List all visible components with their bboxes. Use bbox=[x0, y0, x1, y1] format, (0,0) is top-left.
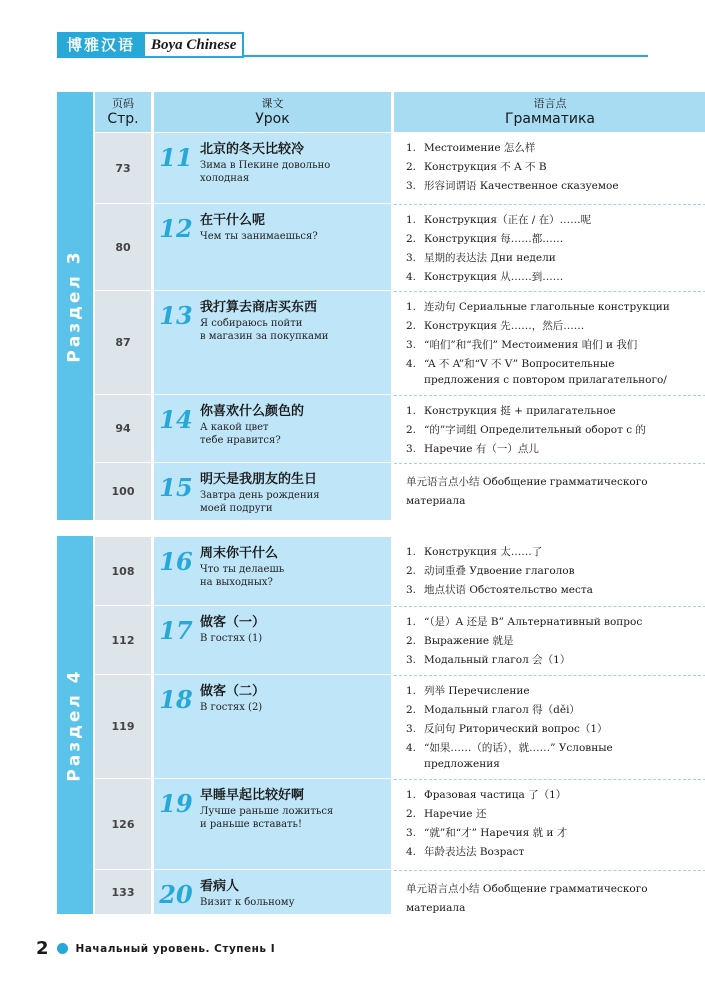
grammar-item-number: 2. bbox=[406, 424, 417, 436]
lesson-page-number: 87 bbox=[95, 291, 151, 394]
lesson-page-number: 94 bbox=[95, 395, 151, 462]
grammar-item bbox=[406, 701, 705, 720]
grammar-item-number: 4. bbox=[406, 742, 417, 754]
header-grammar bbox=[394, 92, 705, 132]
grammar-item-number: 3. bbox=[406, 180, 417, 192]
lesson-number: 14 bbox=[159, 405, 193, 434]
lesson-cell bbox=[154, 133, 391, 203]
lesson-row bbox=[95, 291, 705, 394]
grammar-item bbox=[406, 268, 705, 287]
lesson-subtitle: Что ты делаешь на выходных? bbox=[200, 564, 285, 588]
grammar-item-text: 形容词谓语 Качественное сказуемое bbox=[424, 180, 619, 192]
grammar-item bbox=[406, 440, 705, 459]
lesson-cell bbox=[154, 870, 391, 914]
grammar-cell bbox=[394, 463, 705, 520]
brand-chinese-title: 博雅汉语 bbox=[57, 32, 145, 58]
grammar-item-text: “（是）A 还是 B” Альтернативный вопрос bbox=[424, 616, 643, 628]
grammar-item-text: “就”和“才” Наречия 就 и 才 bbox=[424, 827, 568, 839]
lesson-row bbox=[95, 133, 705, 203]
lesson-subtitle: Я собираюсь пойти в магазин за покупками bbox=[200, 318, 329, 342]
grammar-item-number: 1. bbox=[406, 789, 417, 801]
header-lesson-ru: Урок bbox=[255, 110, 290, 127]
lesson-title: 我打算去商店买东西 bbox=[200, 300, 318, 315]
grammar-item-number: 1. bbox=[406, 301, 417, 313]
grammar-item-text: Наречие 有（一）点儿 bbox=[424, 443, 539, 455]
lesson-title: 北京的冬天比较冷 bbox=[200, 142, 305, 157]
grammar-item-text: Модальный глагол 得（děi） bbox=[424, 704, 580, 716]
lesson-cell bbox=[154, 779, 391, 869]
lesson-row bbox=[95, 606, 705, 674]
lesson-row bbox=[95, 870, 705, 914]
lesson-title: 在干什么呢 bbox=[200, 213, 266, 228]
lesson-page-number: 73 bbox=[95, 133, 151, 203]
lesson-cell bbox=[154, 606, 391, 674]
lesson-title: 做客（二） bbox=[200, 684, 266, 699]
grammar-item-text: Наречие 还 bbox=[424, 808, 487, 820]
grammar-item-number: 4. bbox=[406, 358, 417, 370]
table-header bbox=[95, 92, 705, 132]
grammar-item bbox=[406, 613, 705, 632]
grammar-item-text: 列举 Перечисление bbox=[424, 685, 530, 697]
grammar-item bbox=[406, 298, 705, 317]
lesson-page-number: 133 bbox=[95, 870, 151, 914]
grammar-item-continuation: предложения с повтором прилагательного/ bbox=[424, 374, 667, 386]
grammar-item-number: 3. bbox=[406, 654, 417, 666]
page-number: 2 bbox=[36, 938, 49, 959]
grammar-item-number: 3. bbox=[406, 339, 417, 351]
lesson-page-number: 80 bbox=[95, 204, 151, 290]
grammar-item-text: Конструкция 太……了 bbox=[424, 546, 543, 558]
grammar-item-text: “A 不 A”和“V 不 V” Вопросительные bbox=[424, 358, 615, 370]
section-label: Раздел 4 bbox=[65, 668, 85, 782]
grammar-item-number: 1. bbox=[406, 405, 417, 417]
lesson-page-number: 112 bbox=[95, 606, 151, 674]
grammar-item bbox=[406, 249, 705, 268]
grammar-item-text: 地点状语 Обстоятельство места bbox=[424, 584, 593, 596]
header-grammar-cn: 语言点 bbox=[533, 96, 567, 110]
grammar-item-text: Конструкция 不 A 不 B bbox=[424, 161, 547, 173]
grammar-item-text: Конструкция（正在 / 在）……呢 bbox=[424, 214, 592, 226]
section-label: Раздел 3 bbox=[65, 249, 85, 363]
lesson-number: 16 bbox=[159, 547, 193, 576]
grammar-item-number: 1. bbox=[406, 685, 417, 697]
grammar-item-number: 3. bbox=[406, 827, 417, 839]
grammar-item-text: Выражение 就是 bbox=[424, 635, 514, 647]
grammar-item-text: “咱们”和“我们” Местоимения 咱们 и 我们 bbox=[424, 339, 638, 351]
grammar-item bbox=[406, 543, 705, 562]
grammar-item bbox=[406, 139, 705, 158]
grammar-item-number: 1. bbox=[406, 142, 417, 154]
grammar-item bbox=[406, 158, 705, 177]
grammar-item bbox=[406, 786, 705, 805]
grammar-item-number: 1. bbox=[406, 214, 417, 226]
grammar-item-number: 3. bbox=[406, 723, 417, 735]
grammar-item-text: Фразовая частица 了（1） bbox=[424, 789, 567, 801]
lesson-subtitle: В гостях (1) bbox=[200, 633, 263, 644]
page-footer bbox=[36, 938, 275, 959]
grammar-item-text: “如果……（的话），就……” Условные bbox=[424, 742, 613, 754]
grammar-item-number: 2. bbox=[406, 565, 417, 577]
grammar-summary: 单元语言点小结 Обобщение грамматического материала bbox=[406, 883, 648, 914]
grammar-item bbox=[406, 402, 705, 421]
grammar-item-text: Конструкция 从……到…… bbox=[424, 271, 564, 283]
lesson-number: 18 bbox=[159, 685, 193, 714]
grammar-item-number: 1. bbox=[406, 616, 417, 628]
lesson-row bbox=[95, 675, 705, 778]
grammar-item bbox=[406, 843, 705, 862]
header-page-cn: 页码 bbox=[112, 96, 134, 110]
grammar-item-number: 2. bbox=[406, 704, 417, 716]
grammar-item-number: 1. bbox=[406, 546, 417, 558]
lesson-page-number: 108 bbox=[95, 537, 151, 605]
lesson-number: 13 bbox=[159, 301, 193, 330]
lesson-cell bbox=[154, 463, 391, 520]
lesson-number: 12 bbox=[159, 214, 193, 243]
grammar-item bbox=[406, 211, 705, 230]
grammar-item-number: 4. bbox=[406, 271, 417, 283]
grammar-item-text: 反问句 Риторический вопрос（1） bbox=[424, 723, 608, 735]
grammar-item bbox=[406, 336, 705, 355]
grammar-item bbox=[406, 824, 705, 843]
lesson-page-number: 100 bbox=[95, 463, 151, 520]
lesson-title: 周末你干什么 bbox=[200, 546, 279, 561]
grammar-item-text: 星期的表达法 Дни недели bbox=[424, 252, 556, 264]
grammar-item-number: 2. bbox=[406, 808, 417, 820]
grammar-cell bbox=[394, 395, 705, 462]
lesson-cell bbox=[154, 537, 391, 605]
grammar-item-text: Конструкция 每……都…… bbox=[424, 233, 564, 245]
grammar-item-number: 4. bbox=[406, 846, 417, 858]
lesson-number: 17 bbox=[159, 616, 193, 645]
grammar-item bbox=[406, 720, 705, 739]
grammar-item bbox=[406, 682, 705, 701]
lesson-page-number: 119 bbox=[95, 675, 151, 778]
lesson-row bbox=[95, 537, 705, 605]
header-grammar-ru: Грамматика bbox=[505, 110, 595, 127]
grammar-item-text: Модальный глагол 会（1） bbox=[424, 654, 571, 666]
grammar-cell bbox=[394, 606, 705, 674]
grammar-cell bbox=[394, 675, 705, 778]
grammar-item-number: 2. bbox=[406, 161, 417, 173]
lesson-subtitle: Лучше раньше ложиться и раньше вставать! bbox=[200, 806, 334, 830]
brand-english-title: Boya Chinese bbox=[145, 32, 244, 58]
header-lesson bbox=[154, 92, 391, 132]
grammar-cell bbox=[394, 779, 705, 869]
lesson-number: 11 bbox=[159, 143, 193, 172]
header-lesson-cn: 课文 bbox=[261, 96, 284, 110]
lesson-number: 15 bbox=[159, 473, 193, 502]
lesson-subtitle: Зима в Пекине довольно холодная bbox=[200, 160, 331, 184]
lesson-title: 你喜欢什么颜色的 bbox=[200, 404, 305, 419]
grammar-item bbox=[406, 651, 705, 670]
lesson-cell bbox=[154, 675, 391, 778]
grammar-item-text: 动词重叠 Удвоение глаголов bbox=[424, 565, 575, 577]
grammar-item-text: Местоимение 怎么样 bbox=[424, 142, 536, 154]
lesson-cell bbox=[154, 291, 391, 394]
lesson-title: 看病人 bbox=[200, 879, 240, 894]
grammar-item bbox=[406, 177, 705, 196]
header-page-ru: Стр. bbox=[107, 110, 139, 127]
section-tab bbox=[57, 92, 93, 520]
lesson-subtitle: Чем ты занимаешься? bbox=[200, 231, 318, 242]
grammar-item-text: Конструкция 先……，然后…… bbox=[424, 320, 585, 332]
grammar-item-number: 2. bbox=[406, 320, 417, 332]
grammar-item bbox=[406, 632, 705, 651]
brand-underline bbox=[244, 55, 648, 57]
lesson-row bbox=[95, 395, 705, 462]
lesson-subtitle: Визит к больному bbox=[200, 897, 295, 908]
grammar-item-text: Конструкция 挺 + прилагательное bbox=[424, 405, 616, 417]
grammar-item-number: 2. bbox=[406, 233, 417, 245]
lesson-row bbox=[95, 463, 705, 520]
lesson-title: 明天是我朋友的生日 bbox=[200, 472, 318, 487]
grammar-item-number: 3. bbox=[406, 584, 417, 596]
lesson-page-number: 126 bbox=[95, 779, 151, 869]
grammar-item-number: 2. bbox=[406, 635, 417, 647]
section-tab bbox=[57, 536, 93, 914]
grammar-cell bbox=[394, 133, 705, 203]
grammar-item-text: “的”字词组 Определительный оборот с 的 bbox=[424, 424, 646, 436]
grammar-item bbox=[406, 581, 705, 600]
lesson-subtitle: Завтра день рождения моей подруги bbox=[200, 490, 320, 514]
grammar-item-text: 连动句 Сериальные глагольные конструкции bbox=[424, 301, 670, 313]
lesson-number: 19 bbox=[159, 789, 193, 818]
lesson-cell bbox=[154, 395, 391, 462]
lesson-row bbox=[95, 779, 705, 869]
lesson-number: 20 bbox=[159, 880, 193, 909]
brand-tab bbox=[57, 32, 244, 58]
grammar-item bbox=[406, 805, 705, 824]
grammar-item bbox=[406, 562, 705, 581]
lesson-subtitle: В гостях (2) bbox=[200, 702, 263, 713]
grammar-item bbox=[406, 317, 705, 336]
grammar-summary: 单元语言点小结 Обобщение грамматического материала bbox=[406, 476, 648, 507]
bullet-dot-icon bbox=[57, 943, 68, 954]
lesson-row bbox=[95, 204, 705, 290]
lesson-subtitle: А какой цвет тебе нравится? bbox=[200, 422, 281, 446]
grammar-cell bbox=[394, 204, 705, 290]
lesson-cell bbox=[154, 204, 391, 290]
grammar-item-text: 年龄表达法 Возраст bbox=[424, 846, 525, 858]
grammar-cell bbox=[394, 291, 705, 394]
grammar-item bbox=[406, 421, 705, 440]
lesson-title: 早睡早起比较好啊 bbox=[200, 788, 305, 803]
grammar-item-continuation: предложения bbox=[424, 758, 500, 770]
grammar-cell bbox=[394, 870, 705, 914]
grammar-cell bbox=[394, 537, 705, 605]
grammar-item bbox=[406, 230, 705, 249]
lesson-title: 做客（一） bbox=[200, 615, 266, 630]
grammar-item-number: 3. bbox=[406, 252, 417, 264]
header-page bbox=[95, 92, 151, 132]
grammar-item-number: 3. bbox=[406, 443, 417, 455]
footer-title: Начальный уровень. Ступень I bbox=[75, 942, 276, 955]
